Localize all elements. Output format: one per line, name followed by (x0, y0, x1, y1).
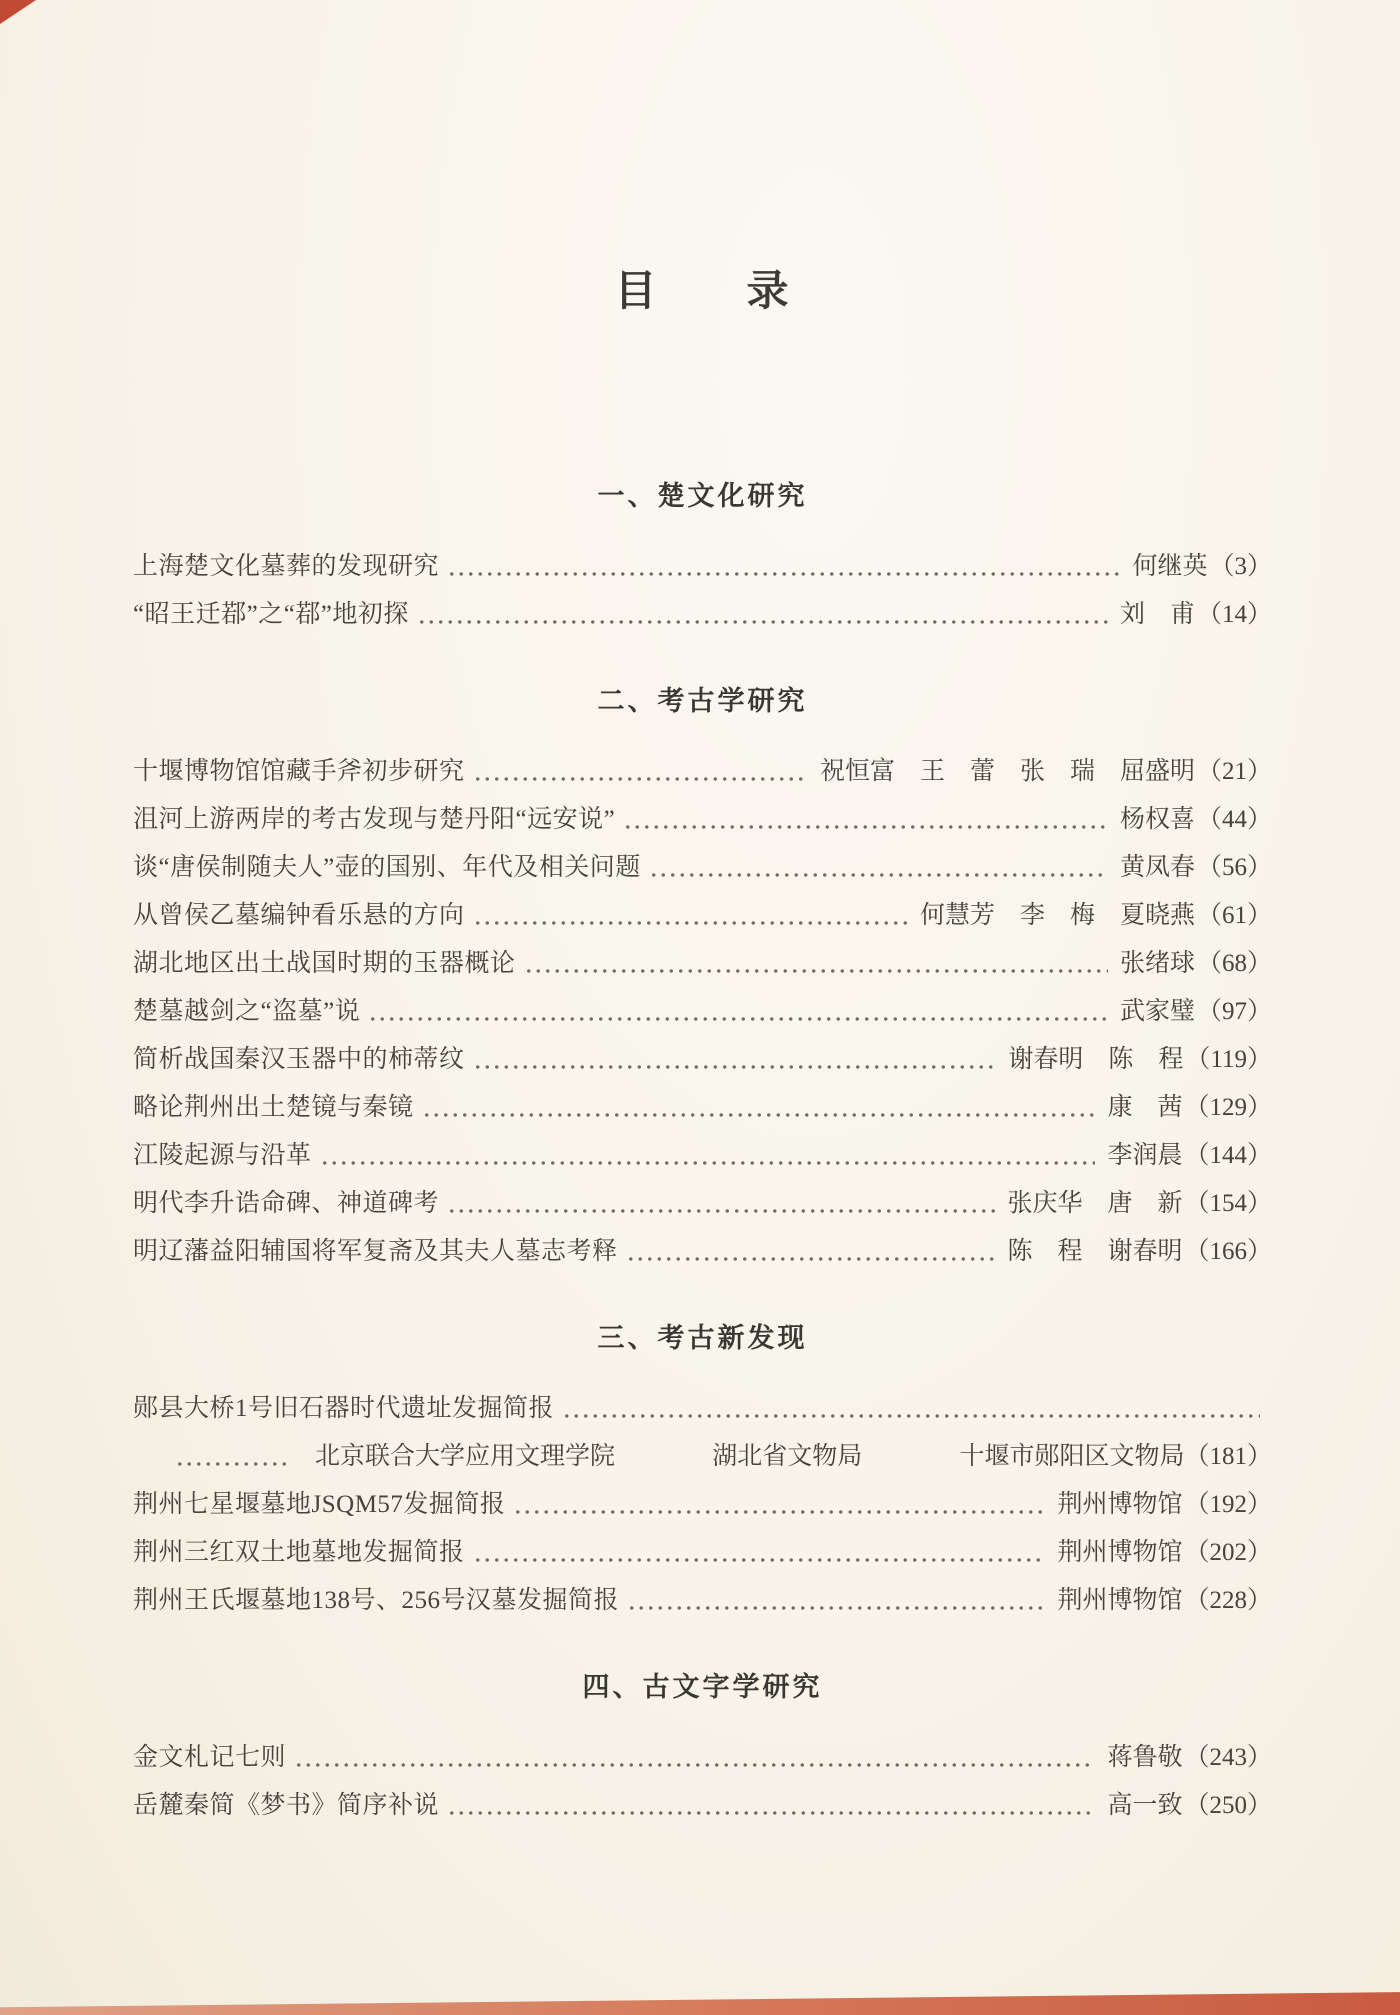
toc-entry (133, 844, 1272, 892)
entry-title: 从曾侯乙墓编钟看乐悬的方向 (133, 902, 465, 929)
toc-entry (133, 1577, 1272, 1625)
entry-institution: 十堰市郧阳区文物局 (959, 1443, 1185, 1470)
entry-page: （21） (1196, 758, 1272, 785)
toc-entry (133, 892, 1272, 940)
entry-title: 明代李升诰命碑、神道碑考 (133, 1190, 440, 1217)
entry-title: 荆州王氏堰墓地138号、256号汉墓发掘简报 (133, 1587, 620, 1614)
entry-title: 江陵起源与沿革 (133, 1142, 312, 1169)
entry-title: 荆州三红双土地墓地发掘简报 (133, 1539, 465, 1566)
dot-leader (623, 822, 1108, 832)
entry-page: （56） (1196, 854, 1272, 881)
toc-entry (133, 1782, 1272, 1830)
toc-entry (133, 988, 1272, 1036)
entry-authors: 杨权喜 (1119, 806, 1195, 833)
entry-page: （250） (1184, 1792, 1272, 1819)
entry-page: （181） (1184, 1443, 1272, 1470)
dot-leader (473, 774, 808, 784)
entry-authors: 刘 甫 (1119, 601, 1195, 628)
toc-entry (133, 940, 1272, 988)
dot-leader (524, 966, 1108, 976)
entry-page: （192） (1184, 1491, 1272, 1518)
entry-title: 上海楚文化墓葬的发现研究 (133, 553, 440, 580)
dot-leader (447, 1206, 995, 1216)
entry-authors: 祝恒富 王 蕾 张 瑞 屈盛明 (819, 758, 1195, 785)
scan-artifact-bottom-edge (0, 1989, 1400, 2015)
dot-leader (294, 1760, 1095, 1770)
entry-page: （14） (1196, 601, 1272, 628)
dot-leader (649, 870, 1108, 880)
entry-title: 楚墓越剑之“盗墓”说 (133, 998, 361, 1025)
entry-page: （68） (1196, 950, 1272, 977)
entry-authors: 康 茜 (1107, 1094, 1183, 1121)
entry-title: 十堰博物馆馆藏手斧初步研究 (133, 758, 465, 785)
section-heading-3: 三、考古新发现 (597, 1323, 808, 1353)
entry-authors: 蒋鲁敬 (1107, 1744, 1183, 1771)
entry-authors: 何慧芳 李 梅 夏晓燕 (919, 902, 1195, 929)
entry-page: （129） (1184, 1094, 1272, 1121)
toc-entry (133, 1734, 1272, 1782)
section-heading-4: 四、古文字学研究 (582, 1672, 823, 1702)
toc-entry (133, 1084, 1272, 1132)
toc-entry (133, 1481, 1272, 1529)
entry-page: （44） (1196, 806, 1272, 833)
entry-authors: 谢春明 陈 程 (1008, 1046, 1184, 1073)
entry-page: （228） (1184, 1587, 1272, 1614)
entry-title: 岳麓秦简《梦书》简序补说 (133, 1792, 440, 1819)
toc-entry (133, 1529, 1272, 1577)
entry-page: （154） (1184, 1190, 1272, 1217)
section-heading-2: 二、考古学研究 (597, 686, 808, 716)
toc-entry (133, 543, 1272, 591)
entry-title: 湖北地区出土战国时期的玉器概论 (133, 950, 516, 977)
toc-entry-continuation (133, 1433, 1272, 1481)
toc-entry (133, 1385, 1272, 1433)
entry-title: 略论荆州出土楚镜与秦镜 (133, 1094, 414, 1121)
entry-institution: 北京联合大学应用文理学院 (315, 1443, 616, 1470)
dot-leader (175, 1459, 287, 1469)
section-heading-1: 一、楚文化研究 (597, 481, 808, 511)
entry-authors: 何继英 (1132, 553, 1208, 580)
toc-entry (133, 1036, 1272, 1084)
dot-leader (447, 569, 1120, 579)
dot-leader (368, 1014, 1108, 1024)
entry-page: （144） (1184, 1142, 1272, 1169)
entry-title: 郧县大桥1号旧石器时代遗址发掘简报 (133, 1395, 555, 1422)
dot-leader (320, 1158, 1096, 1168)
toc-entry (133, 591, 1272, 639)
entry-title: “昭王迁鄀”之“鄀”地初探 (133, 601, 409, 628)
entry-authors: 陈 程 谢春明 (1007, 1238, 1183, 1265)
entry-page: （243） (1184, 1744, 1272, 1771)
toc-entry (133, 1132, 1272, 1180)
entry-institution: 湖北省文物局 (712, 1443, 863, 1470)
entry-title: 金文札记七则 (133, 1744, 287, 1771)
toc-entry (133, 1180, 1272, 1228)
dot-leader (473, 918, 908, 928)
entry-authors: 黄凤春 (1119, 854, 1195, 881)
dot-leader (513, 1507, 1045, 1517)
entry-page: （202） (1184, 1539, 1272, 1566)
dot-leader (626, 1254, 996, 1264)
entry-page: （97） (1196, 998, 1272, 1025)
entry-title: 荆州七星堰墓地JSQM57发掘简报 (133, 1491, 506, 1518)
toc-entry (133, 748, 1272, 796)
entry-title: 简析战国秦汉玉器中的柿蒂纹 (133, 1046, 465, 1073)
entry-authors: 张庆华 唐 新 (1007, 1190, 1183, 1217)
entry-title: 明辽藩益阳辅国将军复斋及其夫人墓志考释 (133, 1238, 618, 1265)
entry-authors: 李润晨 (1107, 1142, 1183, 1169)
dot-leader (447, 1808, 1095, 1818)
entry-title: 沮河上游两岸的考古发现与楚丹阳“远安说” (133, 806, 616, 833)
entry-page: （3） (1209, 553, 1272, 580)
entry-authors: 张绪球 (1119, 950, 1195, 977)
dot-leader (417, 617, 1108, 627)
entry-authors: 荆州博物馆 (1057, 1491, 1183, 1518)
dot-leader (473, 1555, 1046, 1565)
entry-page: （119） (1185, 1046, 1272, 1073)
entry-authors: 荆州博物馆 (1057, 1539, 1183, 1566)
dot-leader (562, 1411, 1260, 1421)
toc-entry (133, 1228, 1272, 1276)
entry-page: （166） (1184, 1238, 1272, 1265)
entry-title: 谈“唐侯制随夫人”壶的国别、年代及相关问题 (133, 854, 641, 881)
entry-authors: 高一致 (1107, 1792, 1183, 1819)
dot-leader (422, 1110, 1096, 1120)
dot-leader (473, 1062, 997, 1072)
toc-entry (133, 796, 1272, 844)
entry-authors: 荆州博物馆 (1057, 1587, 1183, 1614)
entry-authors: 武家璧 (1119, 998, 1195, 1025)
entry-page: （61） (1196, 902, 1272, 929)
dot-leader (627, 1603, 1045, 1613)
page-title: 目 录 (614, 269, 791, 315)
